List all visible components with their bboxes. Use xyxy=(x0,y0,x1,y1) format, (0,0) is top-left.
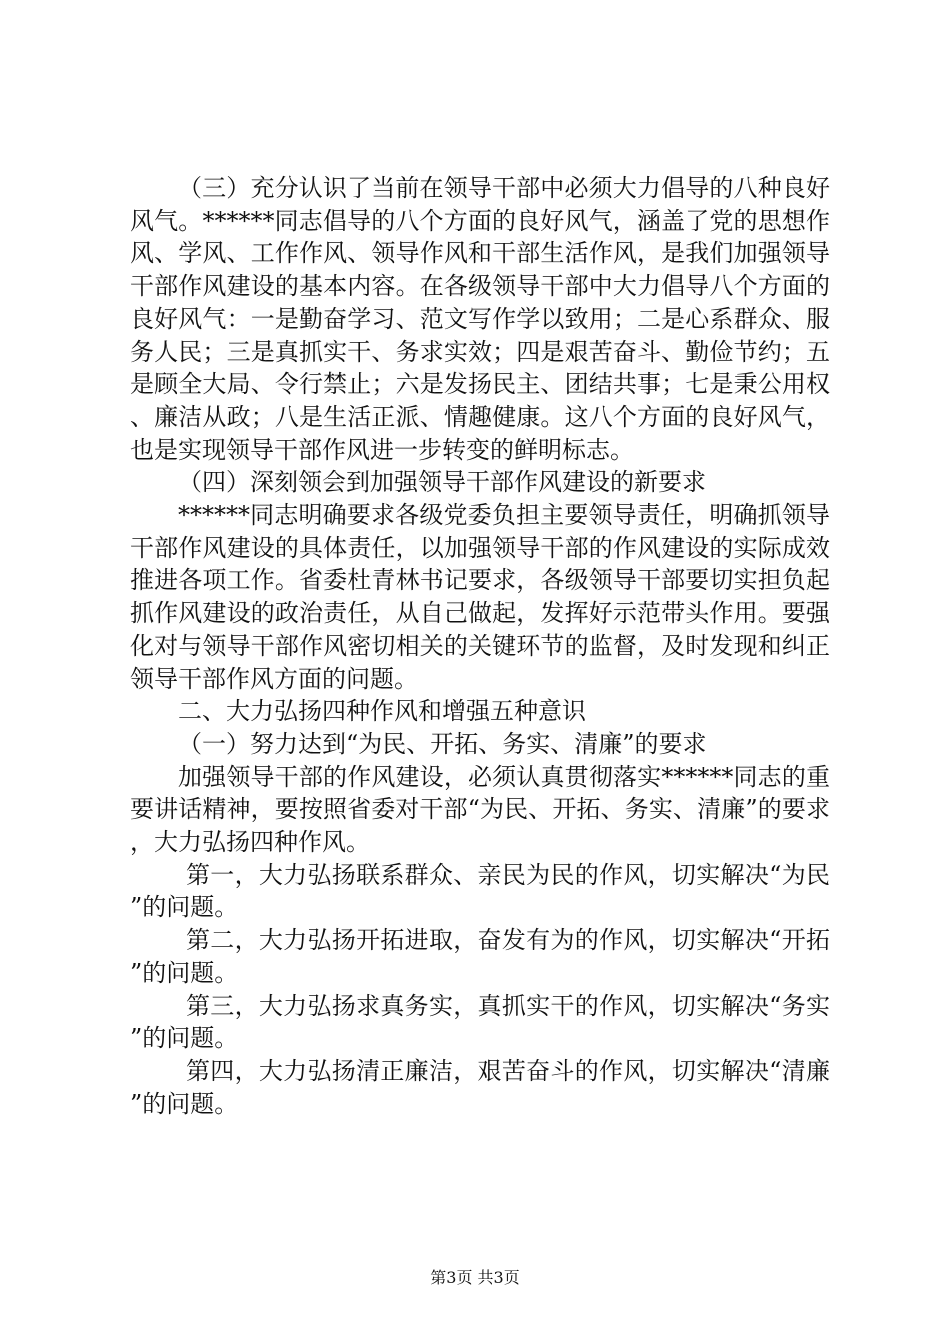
paragraph-four-styles-intro: 加强领导干部的作风建设，必须认真贯彻落实******同志的重要讲话精神，要按照省委对干部“为民、开拓、务实、清廉”的要求，大力弘扬四种作风。 xyxy=(130,762,830,857)
heading-part-two: 二、大力弘扬四种作风和增强五种意识 xyxy=(178,697,586,726)
document-body xyxy=(130,172,830,1120)
heading-subsection-one: （一）努力达到“为民、开拓、务实、清廉”的要求 xyxy=(178,729,707,758)
paragraph-new-requirements: ******同志明确要求各级党委负担主要领导责任，明确抓领导干部作风建设的具体责任，以加强领导干部的作风建设的实际成效推进各项工作。省委杜青林书记要求，各级领导干部要切实担负起抓作风建设的政治责任，从自己做起，发挥好示范带头作用。要强化对与领导干部作风密切相关的关键环节的监督，及时发现和纠正领导干部作风方面的问题。 xyxy=(130,501,830,693)
paragraph-first-style: 第一，大力弘扬联系群众、亲民为民的作风，切实解决“为民”的问题。 xyxy=(130,860,830,922)
paragraph-fourth-style: 第四，大力弘扬清正廉洁，艰苦奋斗的作风，切实解决“清廉”的问题。 xyxy=(130,1056,830,1118)
page-number-footer: 第3页 共3页 xyxy=(430,1268,520,1287)
paragraph-eight-styles: （三）充分认识了当前在领导干部中必须大力倡导的八种良好风气。******同志倡导的八个方面的良好风气，涵盖了党的思想作风、学风、工作作风、领导作风和干部生活作风，是我们加强领导干部作风建设的基本内容。在各级领导干部中大力倡导八个方面的良好风气：一是勤奋学习、范文写作学以致用；二是心系群众、服务人民；三是真抓实干、务求实效；四是艰苦奋斗、勤俭节约；五是顾全大局、令行禁止；六是发扬民主、团结共事；七是秉公用权、廉洁从政；八是生活正派、情趣健康。这八个方面的良好风气，也是实现领导干部作风进一步转变的鲜明标志。 xyxy=(130,174,830,464)
paragraph-second-style: 第二，大力弘扬开拓进取，奋发有为的作风，切实解决“开拓”的问题。 xyxy=(130,926,830,987)
heading-section-four: （四）深刻领会到加强领导干部作风建设的新要求 xyxy=(178,468,706,497)
paragraph-third-style: 第三，大力弘扬求真务实，真抓实干的作风，切实解决“务实”的问题。 xyxy=(130,991,830,1053)
